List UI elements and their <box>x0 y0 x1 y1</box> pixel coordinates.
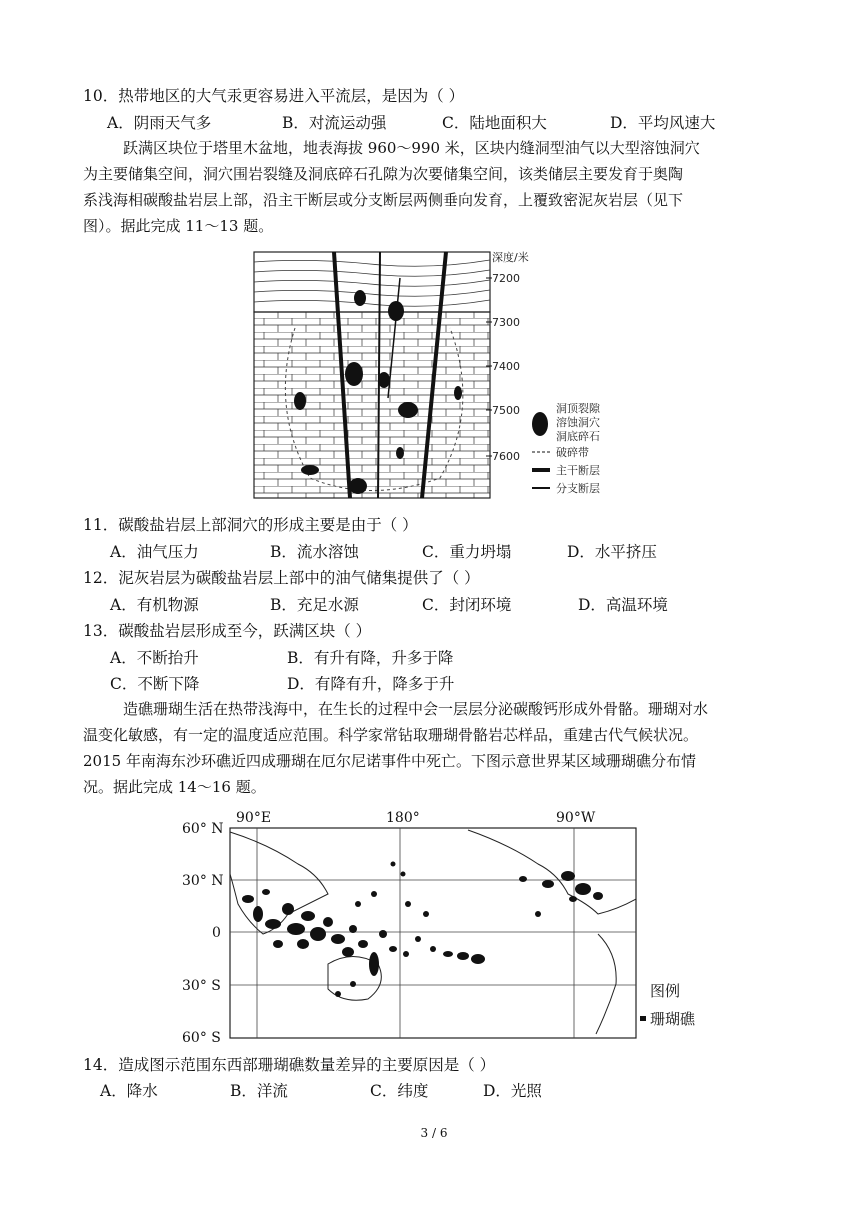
question-14-option-c: C．纬度 <box>370 1082 429 1100</box>
question-12-option-b: B．充足水源 <box>270 596 359 614</box>
question-14-option-d: D．光照 <box>483 1082 542 1100</box>
mudstone-layer <box>254 252 490 312</box>
question-10-option-c: C．陆地面积大 <box>442 114 547 132</box>
question-11-stem: 11．碳酸盐岩层上部洞穴的形成主要是由于（ ） <box>83 516 418 534</box>
question-13-option-d: D．有降有升，降多于升 <box>287 675 455 693</box>
depth-axis-label: 深度/米 <box>492 251 529 264</box>
page-number: 3 / 6 <box>420 1126 448 1140</box>
question-11-option-c: C．重力坍塌 <box>422 543 512 561</box>
question-12-option-d: D．高温环境 <box>578 596 668 614</box>
legend-dissolution-cave: 溶蚀洞穴 <box>556 416 600 429</box>
question-12-option-c: C．封闭环境 <box>422 596 512 614</box>
depth-tick-7500: 7500 <box>492 404 520 417</box>
passage-coral <box>83 696 783 800</box>
depth-tick-7400: 7400 <box>492 360 520 373</box>
coral-reef-legend-icon <box>640 1016 646 1021</box>
depth-tick-7600: 7600 <box>492 450 520 463</box>
passage-2-line-3: 2015 年南海东沙环礁近四成珊瑚在厄尔尼诺事件中死亡。下图示意世界某区域珊瑚礁分布情 <box>83 752 696 770</box>
legend-bottom-rubble: 洞底碎石 <box>556 430 600 443</box>
question-12-stem: 12．泥灰岩层为碳酸盐岩层上部中的油气储集提供了（ ） <box>83 569 480 587</box>
question-13-stem: 13．碳酸盐岩层形成至今，跃满区块（ ） <box>83 622 372 640</box>
reservoir-cross-section-figure <box>250 248 650 508</box>
legend-branch-fault: 分支断层 <box>556 482 600 495</box>
passage-yueman <box>83 135 783 239</box>
passage-2-line-1: 造礁珊瑚生活在热带浅海中，在生长的过程中会一层层分泌碳酸钙形成外骨骼。珊瑚对水 <box>123 700 709 718</box>
legend-main-fault: 主干断层 <box>556 464 600 477</box>
question-13-option-c: C．不断下降 <box>110 675 200 693</box>
passage-1-line-1: 跃满区块位于塔里木盆地，地表海拔 960～990 米，区块内缝洞型油气以大型溶蚀洞穴 <box>123 139 700 157</box>
question-11-option-a: A．油气压力 <box>110 543 199 561</box>
figure-1-legend <box>532 401 601 495</box>
lat-label-60n: 60° N <box>182 821 224 837</box>
question-11-option-b: B．流水溶蚀 <box>270 543 359 561</box>
passage-1-line-3: 系浅海相碳酸盐岩层上部，沿主干断层或分支断层两侧垂向发育，上覆致密泥灰岩层（见下 <box>83 191 684 209</box>
question-10-option-a: A．阴雨天气多 <box>107 114 212 132</box>
question-10-stem: 10．热带地区的大气汞更容易进入平流层，是因为（ ） <box>83 87 465 105</box>
question-11-option-d: D．水平挤压 <box>567 543 657 561</box>
question-13-option-a: A．不断抬升 <box>110 649 199 667</box>
lon-label-180: 180° <box>386 810 420 826</box>
legend-fracture-zone: 破碎带 <box>556 446 589 459</box>
coral-reef-map-figure <box>178 804 698 1054</box>
question-10-option-b: B．对流运动强 <box>282 114 387 132</box>
lat-label-equator: 0 <box>212 925 221 941</box>
question-14-stem: 14．造成图示范围东西部珊瑚礁数量差异的主要原因是（ ） <box>83 1056 496 1074</box>
lon-label-90e: 90°E <box>236 810 272 826</box>
passage-2-line-4: 况。据此完成 14～16 题。 <box>83 778 266 796</box>
map-legend-coral-reef: 珊瑚礁 <box>650 1010 696 1028</box>
depth-tick-7200: 7200 <box>492 272 520 285</box>
depth-tick-7300: 7300 <box>492 316 520 329</box>
lat-label-30n: 30° N <box>182 873 224 889</box>
question-14-option-b: B．洋流 <box>230 1082 288 1100</box>
passage-1-line-2: 为主要储集空间，洞穴围岩裂缝及洞底碎石孔隙为次要储集空间，该类储层主要发育于奥陶 <box>83 165 684 183</box>
question-13-option-b: B．有升有降，升多于降 <box>287 649 454 667</box>
question-12-option-a: A．有机物源 <box>110 596 199 614</box>
question-10-option-d: D．平均风速大 <box>610 114 716 132</box>
passage-2-line-2: 温变化敏感，有一定的温度适应范围。科学家常钻取珊瑚骨骼岩芯样品，重建古代气候状况。 <box>83 726 699 744</box>
lat-label-60s: 60° S <box>182 1030 221 1046</box>
carbonate-layer <box>254 312 490 498</box>
legend-top-fracture: 洞顶裂隙 <box>556 402 600 415</box>
question-14-option-a: A．降水 <box>100 1082 158 1100</box>
cave-legend-icon <box>532 412 548 436</box>
lat-label-30s: 30° S <box>182 978 221 994</box>
map-legend-title: 图例 <box>650 982 681 1000</box>
passage-1-line-4: 图）。据此完成 11～13 题。 <box>83 217 274 235</box>
lon-label-90w: 90°W <box>556 810 596 826</box>
